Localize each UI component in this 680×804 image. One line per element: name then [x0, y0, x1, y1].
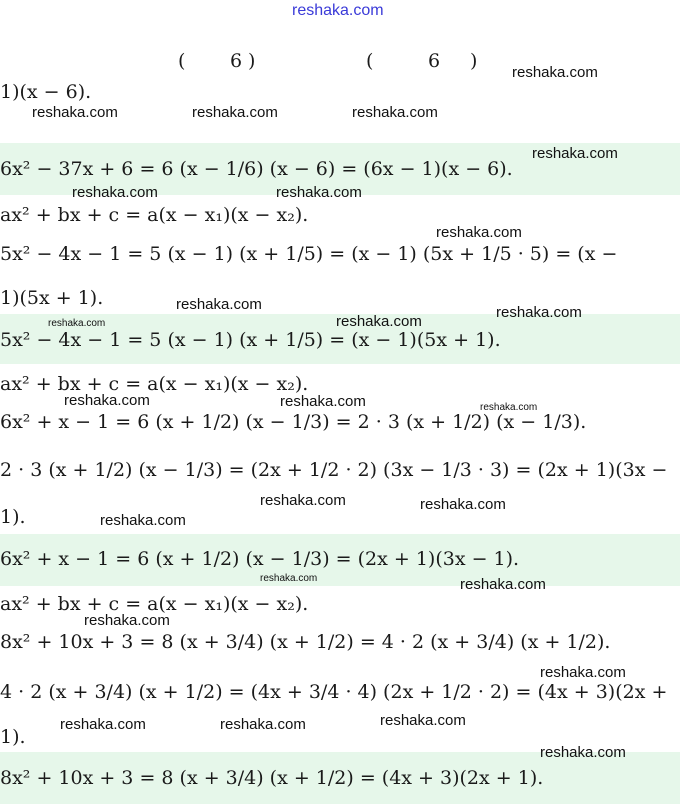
watermark: reshaka.com — [480, 402, 538, 413]
watermark: reshaka.com — [436, 224, 522, 241]
math-line: ax² + bx + c = a(x − x₁)(x − x₂). — [0, 373, 309, 395]
watermark: reshaka.com — [192, 104, 278, 121]
watermark: reshaka.com — [64, 392, 150, 409]
watermark: reshaka.com — [540, 664, 626, 681]
watermark: reshaka.com — [540, 744, 626, 761]
math-line: 4 · 2 (x + 3/4) (x + 1/2) = (4x + 3/4 · 4) (2x + 1/2 · 2) = (4x + 3)(2x + — [0, 681, 668, 703]
fraction-denominator-fragment: 6 — [230, 50, 243, 72]
watermark: reshaka.com — [32, 104, 118, 121]
watermark: reshaka.com — [100, 512, 186, 529]
paren-fragment: ) — [248, 50, 256, 72]
paren-fragment: ( — [178, 50, 186, 72]
watermark: reshaka.com — [420, 496, 506, 513]
math-line: 1)(x − 6). — [0, 81, 92, 103]
watermark: reshaka.com — [276, 184, 362, 201]
watermark: reshaka.com — [220, 716, 306, 733]
math-line: 8x² + 10x + 3 = 8 (x + 3/4) (x + 1/2) = 4 · 2 (x + 3/4) (x + 1/2). — [0, 631, 611, 653]
math-line: ax² + bx + c = a(x − x₁)(x − x₂). — [0, 593, 309, 615]
fraction-denominator-fragment: 6 — [428, 50, 441, 72]
watermark: reshaka.com — [72, 184, 158, 201]
math-line-result: 8x² + 10x + 3 = 8 (x + 3/4) (x + 1/2) = (4x + 3)(2x + 1). — [0, 767, 544, 789]
watermark: reshaka.com — [380, 712, 466, 729]
watermark: reshaka.com — [496, 304, 582, 321]
watermark: reshaka.com — [292, 2, 384, 19]
watermark: reshaka.com — [460, 576, 546, 593]
watermark: reshaka.com — [336, 313, 422, 330]
math-line: 1). — [0, 506, 26, 528]
math-line: 5x² − 4x − 1 = 5 (x − 1) (x + 1/5) = (x − 1) (5x + 1/5 · 5) = (x − — [0, 243, 618, 265]
math-line-result: 5x² − 4x − 1 = 5 (x − 1) (x + 1/5) = (x − 1)(5x + 1). — [0, 329, 501, 351]
watermark: reshaka.com — [352, 104, 438, 121]
watermark: reshaka.com — [512, 64, 598, 81]
paren-fragment: ) — [470, 50, 478, 72]
watermark: reshaka.com — [260, 573, 318, 584]
math-line-result: 6x² − 37x + 6 = 6 (x − 1/6) (x − 6) = (6x − 1)(x − 6). — [0, 158, 513, 180]
watermark: reshaka.com — [260, 492, 346, 509]
watermark: reshaka.com — [60, 716, 146, 733]
math-line: 1). — [0, 726, 26, 748]
watermark: reshaka.com — [84, 612, 170, 629]
math-line: 1)(5x + 1). — [0, 287, 104, 309]
math-line: 6x² + x − 1 = 6 (x + 1/2) (x − 1/3) = 2 · 3 (x + 1/2) (x − 1/3). — [0, 411, 587, 433]
watermark: reshaka.com — [280, 393, 366, 410]
watermark: reshaka.com — [176, 296, 262, 313]
math-line: ax² + bx + c = a(x − x₁)(x − x₂). — [0, 204, 309, 226]
watermark: reshaka.com — [48, 318, 106, 329]
math-line-result: 6x² + x − 1 = 6 (x + 1/2) (x − 1/3) = (2x + 1)(3x − 1). — [0, 548, 520, 570]
watermark: reshaka.com — [532, 145, 618, 162]
math-line: 2 · 3 (x + 1/2) (x − 1/3) = (2x + 1/2 · 2) (3x − 1/3 · 3) = (2x + 1)(3x − — [0, 459, 668, 481]
paren-fragment: ( — [366, 50, 374, 72]
